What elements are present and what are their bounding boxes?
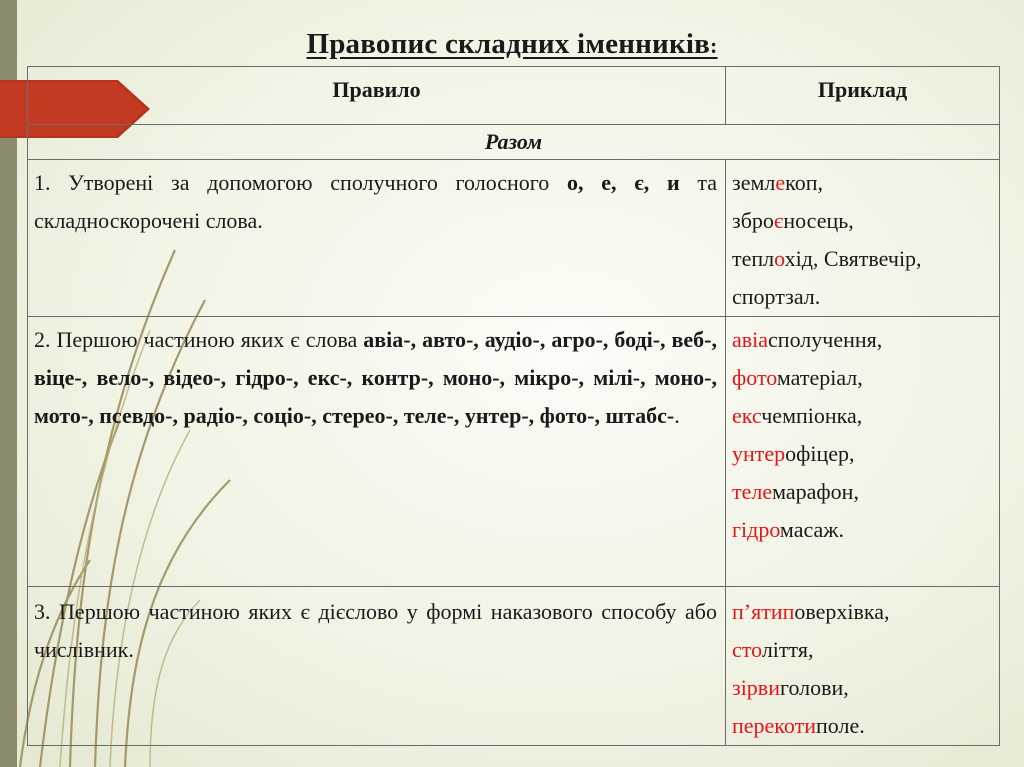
column-header-rule: Правило [28, 67, 726, 125]
rule-prefix-list: авіа-, авто-, аудіо-, агро-, боді-, веб-, віце-, вело-, відео-, гідро-, екс-, контр-, моно-, мікро-, мілі-, моно-, мото-, псевдо-, радіо-, соціо-, стерео-, теле-, унтер-, фото-, штабс- [34, 327, 717, 429]
rule-text: 3. Першою частиною яких є дієслово у формі наказового способу або числівник. [34, 598, 717, 662]
word-part: матеріал, [776, 365, 863, 391]
example-word [732, 397, 993, 435]
example-cell [726, 317, 1000, 586]
rule-cell [28, 160, 726, 317]
word-part: сполучення, [768, 327, 883, 353]
highlighted-part: зірви [732, 674, 780, 700]
rule-prefix-list: о, е, є, и [567, 170, 680, 196]
example-word [732, 511, 993, 549]
highlighted-part: екс [732, 403, 762, 429]
rule-text: 1. Утворені за допомогою сполучного голосного [34, 170, 568, 196]
word-part: тепл [732, 246, 775, 272]
example-word [732, 593, 993, 631]
word-part: спортзал. [732, 284, 821, 310]
example-word [732, 631, 993, 669]
highlighted-part: е [775, 170, 786, 196]
table-row [28, 586, 1000, 745]
word-part: офіцер, [785, 441, 855, 467]
example-word [732, 359, 993, 397]
rule-cell [28, 586, 726, 745]
highlighted-part: перекоти [732, 712, 816, 738]
rule-text: 2. Першою частиною яких є слова [34, 327, 364, 353]
highlighted-part: теле [732, 479, 773, 505]
example-word [732, 164, 993, 202]
word-part: чемпіонка, [761, 403, 863, 429]
word-part: масаж. [779, 517, 844, 543]
section-header: Разом [28, 125, 1000, 160]
column-header-example: Приклад [726, 67, 1000, 125]
highlighted-part: гідро [732, 517, 780, 543]
example-word [732, 202, 993, 240]
page-title: Правопис складних іменників: [306, 28, 718, 60]
word-part: хід, Святвечір, [784, 246, 922, 272]
example-word [732, 435, 993, 473]
highlighted-part: є [773, 208, 784, 234]
highlighted-part: п’ятип [732, 598, 795, 624]
example-word [732, 240, 993, 278]
example-word [732, 278, 993, 316]
example-word [732, 707, 993, 745]
highlighted-part: о [774, 246, 785, 272]
table-row [28, 160, 1000, 317]
word-part: марафон, [772, 479, 859, 505]
rule-cell [28, 317, 726, 586]
word-part: поле. [815, 712, 865, 738]
word-part: ліття, [761, 636, 814, 662]
example-word [732, 321, 993, 359]
example-word [732, 473, 993, 511]
word-part: голови, [779, 674, 849, 700]
word-part: коп, [785, 170, 823, 196]
word-part: збро [732, 208, 774, 234]
example-word [732, 669, 993, 707]
highlighted-part: унтер [732, 441, 786, 467]
highlighted-part: сто [732, 636, 762, 662]
rules-table [27, 66, 1000, 746]
rule-text: . [674, 403, 680, 429]
highlighted-part: фото [732, 365, 777, 391]
example-cell [726, 160, 1000, 317]
word-part: носець, [783, 208, 854, 234]
highlighted-part: авіа [732, 327, 769, 353]
example-cell [726, 586, 1000, 745]
rule-text: та складноскорочені слова. [34, 170, 717, 234]
word-part: земл [732, 170, 776, 196]
word-part: оверхівка, [794, 598, 890, 624]
table-row [28, 317, 1000, 586]
